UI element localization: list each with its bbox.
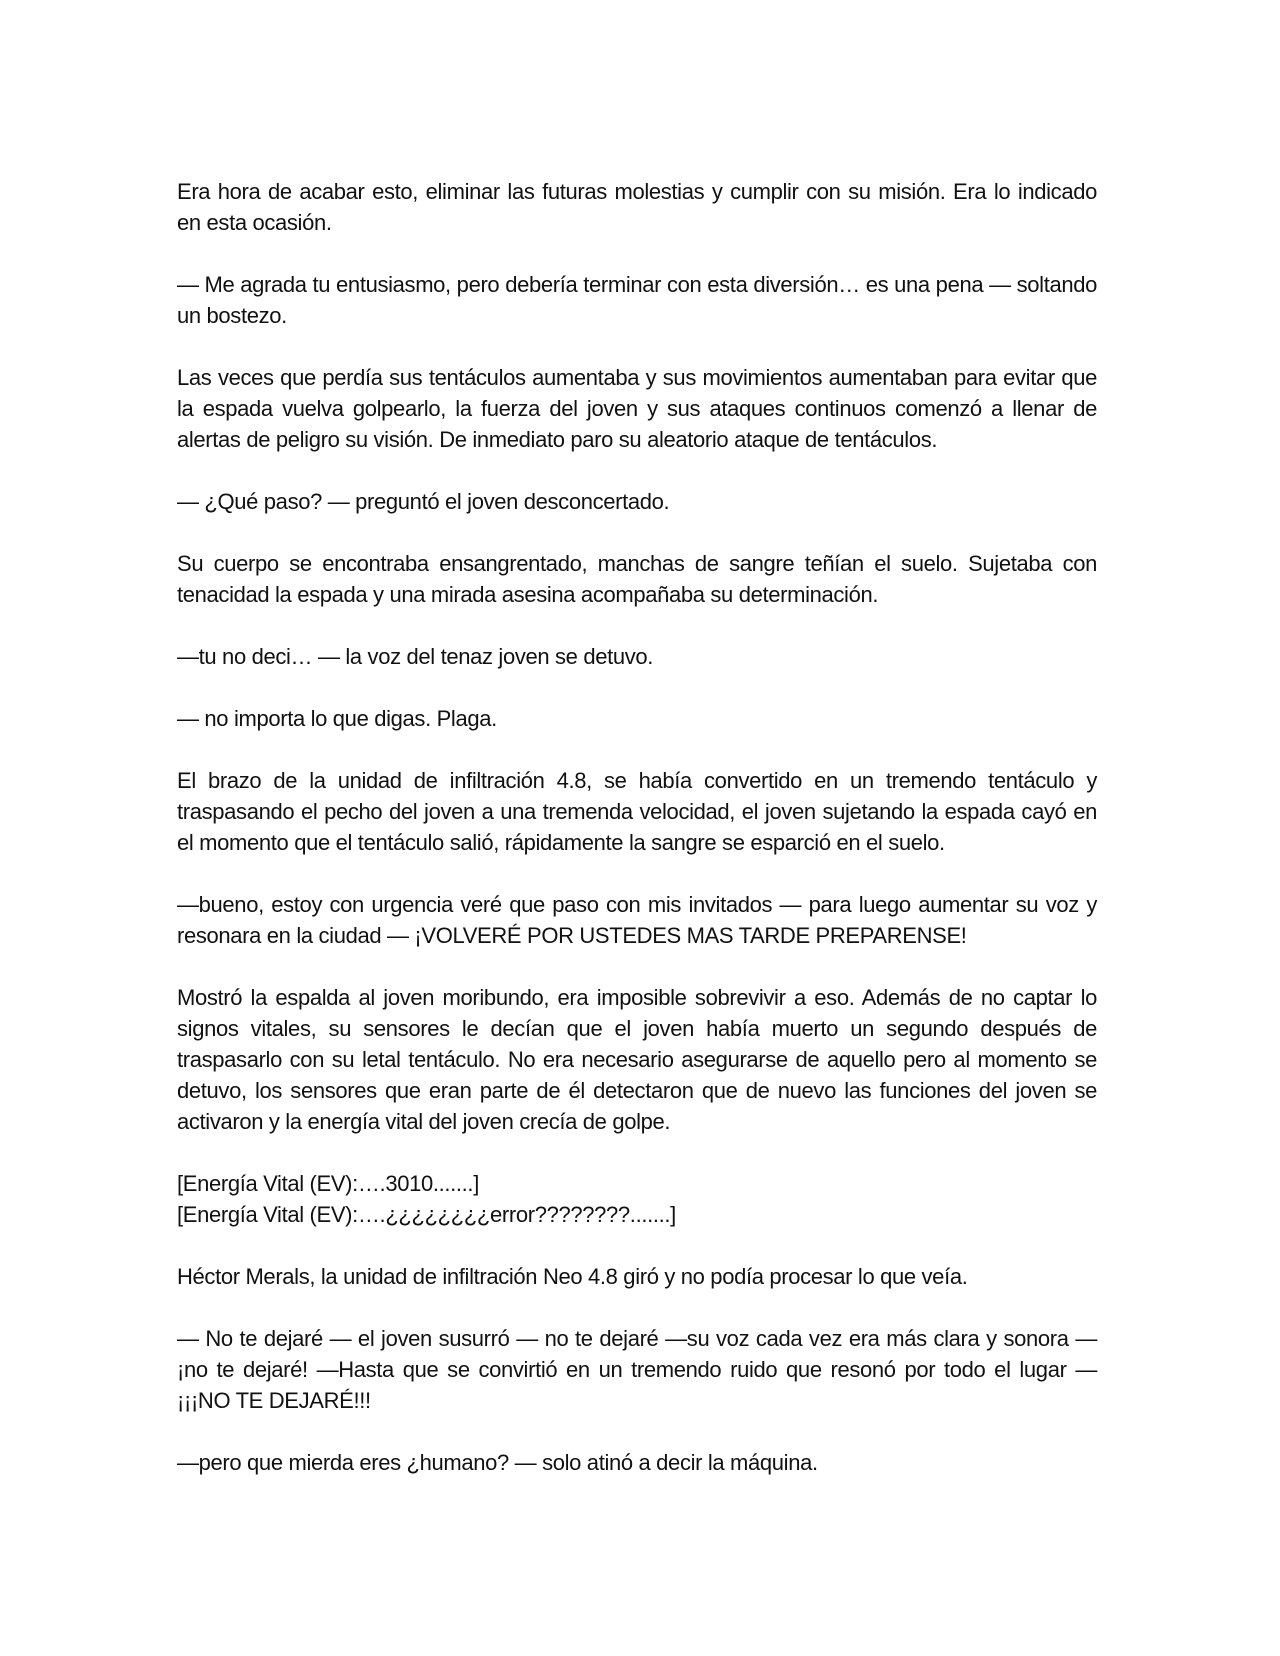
energy-status-line-2: [Energía Vital (EV):….¿¿¿¿¿¿¿¿error????????.......] [177,1202,676,1227]
paragraph-9: —bueno, estoy con urgencia veré que paso con mis invitados — para luego aumentar su voz y resonara en la ciudad — ¡VOLVERÉ POR USTEDES MAS TARDE PREPARENSE! [177,892,1097,948]
paragraph-13: —pero que mierda eres ¿humano? — solo atinó a decir la máquina. [177,1450,818,1475]
paragraph-3: Las veces que perdía sus tentáculos aumentaba y sus movimientos aumentaban para evitar que la espada vuelva golpearlo, la fuerza del joven y sus ataques continuos comenzó a llenar de alertas de peligro su visión. De inmediato paro su aleatorio ataque de tentáculos. [177,365,1097,452]
paragraph-7: — no importa lo que digas. Plaga. [177,706,497,731]
document-page [177,176,1097,1478]
paragraph-8: El brazo de la unidad de infiltración 4.8, se había convertido en un tremendo tentáculo y traspasando el pecho del joven a una tremenda velocidad, el joven sujetando la espada cayó en el momento que el tentáculo salió, rápidamente la sangre se esparció en el suelo. [177,768,1097,855]
paragraph-1: Era hora de acabar esto, eliminar las futuras molestias y cumplir con su misión. Era lo indicado en esta ocasión. [177,179,1097,235]
paragraph-5: Su cuerpo se encontraba ensangrentado, manchas de sangre teñían el suelo. Sujetaba con tenacidad la espada y una mirada asesina acompañaba su determinación. [177,551,1097,607]
paragraph-11: Héctor Merals, la unidad de infiltración Neo 4.8 giró y no podía procesar lo que veía. [177,1264,968,1289]
energy-status-block [177,1168,1097,1230]
energy-status-line-1: [Energía Vital (EV):….3010.......] [177,1171,479,1196]
paragraph-10: Mostró la espalda al joven moribundo, era imposible sobrevivir a eso. Además de no captar lo signos vitales, su sensores le decían que el joven había muerto un segundo después de traspasarlo con su letal tentáculo. No era necesario asegurarse de aquello pero al momento se detuvo, los sensores que eran parte de él detectaron que de nuevo las funciones del joven se activaron y la energía vital del joven crecía de golpe. [177,985,1097,1134]
paragraph-6: —tu no deci… — la voz del tenaz joven se detuvo. [177,644,654,669]
paragraph-2: — Me agrada tu entusiasmo, pero debería terminar con esta diversión… es una pena — soltando un bostezo. [177,272,1097,328]
paragraph-4: — ¿Qué paso? — preguntó el joven desconcertado. [177,489,670,514]
paragraph-12: — No te dejaré — el joven susurró — no te dejaré —su voz cada vez era más clara y sonora — ¡no te dejaré! —Hasta que se convirtió en un tremendo ruido que resonó por todo el lugar —¡¡¡NO TE DEJARÉ!!! [177,1326,1097,1413]
